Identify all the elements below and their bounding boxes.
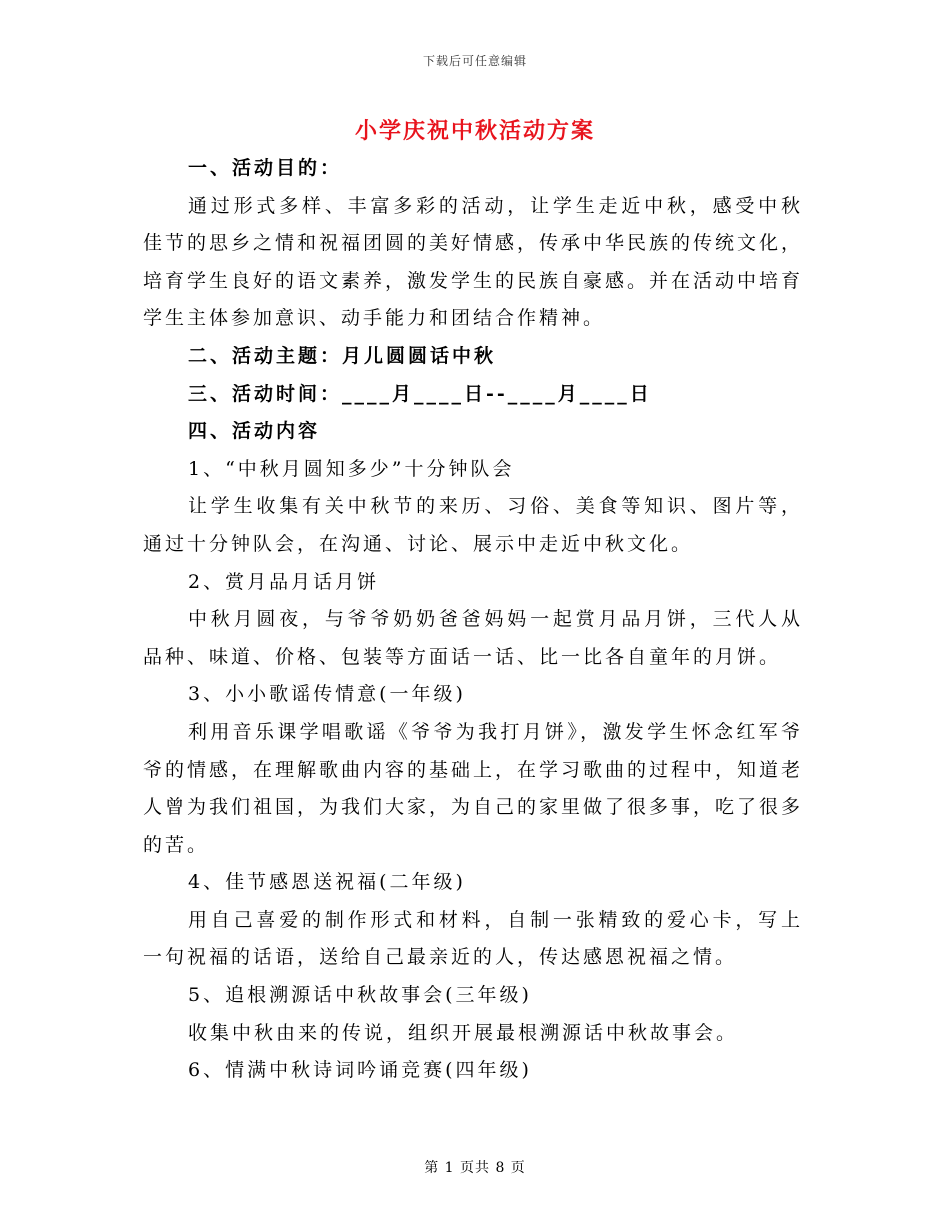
- page-footer-page-number: 第 1 页共 8 页: [424, 1160, 526, 1176]
- section-heading-content: 四、活动内容: [188, 420, 321, 443]
- activity-paragraph-3: 利用音乐课学唱歌谣《爷爷为我打月饼》，激发学生怀念红军爷爷的情感，在理解歌曲内容的基础上，在学习歌曲的过程中，知道老人曾为我们祖国，为我们大家，为自己的家里做了很多事，吃了很多的苦。: [143, 720, 804, 856]
- activity-title-4: 4、佳节感恩送祝福(二年级): [188, 871, 466, 894]
- activity-paragraph-5: 收集中秋由来的传说，组织开展最根溯源话中秋故事会。: [188, 1021, 739, 1044]
- document-body: [143, 150, 803, 1090]
- page-header-note: 下载后可任意编辑: [422, 54, 527, 68]
- activity-title-2: 2、赏月品月话月饼: [188, 570, 380, 593]
- activity-paragraph-4: 用自己喜爱的制作形式和材料，自制一张精致的爱心卡，写上一句祝福的话语，送给自己最亲近的人，传达感恩祝福之情。: [143, 908, 803, 969]
- paragraph-purpose: 通过形式多样、丰富多彩的活动，让学生走近中秋，感受中秋佳节的思乡之情和祝福团圆的美好情感，传承中华民族的传统文化，培育学生良好的语文素养，激发学生的民族自豪感。并在活动中培育学生主体参加意识、动手能力和团结合作精神。: [143, 194, 804, 330]
- section-heading-theme: 二、活动主题：月儿圆圆话中秋: [188, 344, 497, 367]
- activity-title-1: 1、“中秋月圆知多少”十分钟队会: [188, 457, 515, 480]
- section-heading-purpose: 一、活动目的：: [188, 157, 343, 179]
- activity-title-5: 5、追根溯源话中秋故事会(三年级): [188, 984, 532, 1007]
- activity-title-6: 6、情满中秋诗词吟诵竞赛(四年级): [188, 1059, 532, 1082]
- activity-paragraph-2: 中秋月圆夜，与爷爷奶奶爸爸妈妈一起赏月品月饼，三代人从品种、味道、价格、包装等方面话一话、比一比各自童年的月饼。: [143, 608, 803, 668]
- activity-title-3: 3、小小歌谣传情意(一年级): [188, 683, 466, 706]
- document-title: 小学庆祝中秋活动方案: [354, 118, 595, 144]
- section-heading-time: 三、活动时间：____月____日--____月____日: [188, 382, 652, 405]
- activity-paragraph-1: 让学生收集有关中秋节的来历、习俗、美食等知识、图片等，通过十分钟队会，在沟通、讨论、展示中走近中秋文化。: [143, 495, 803, 555]
